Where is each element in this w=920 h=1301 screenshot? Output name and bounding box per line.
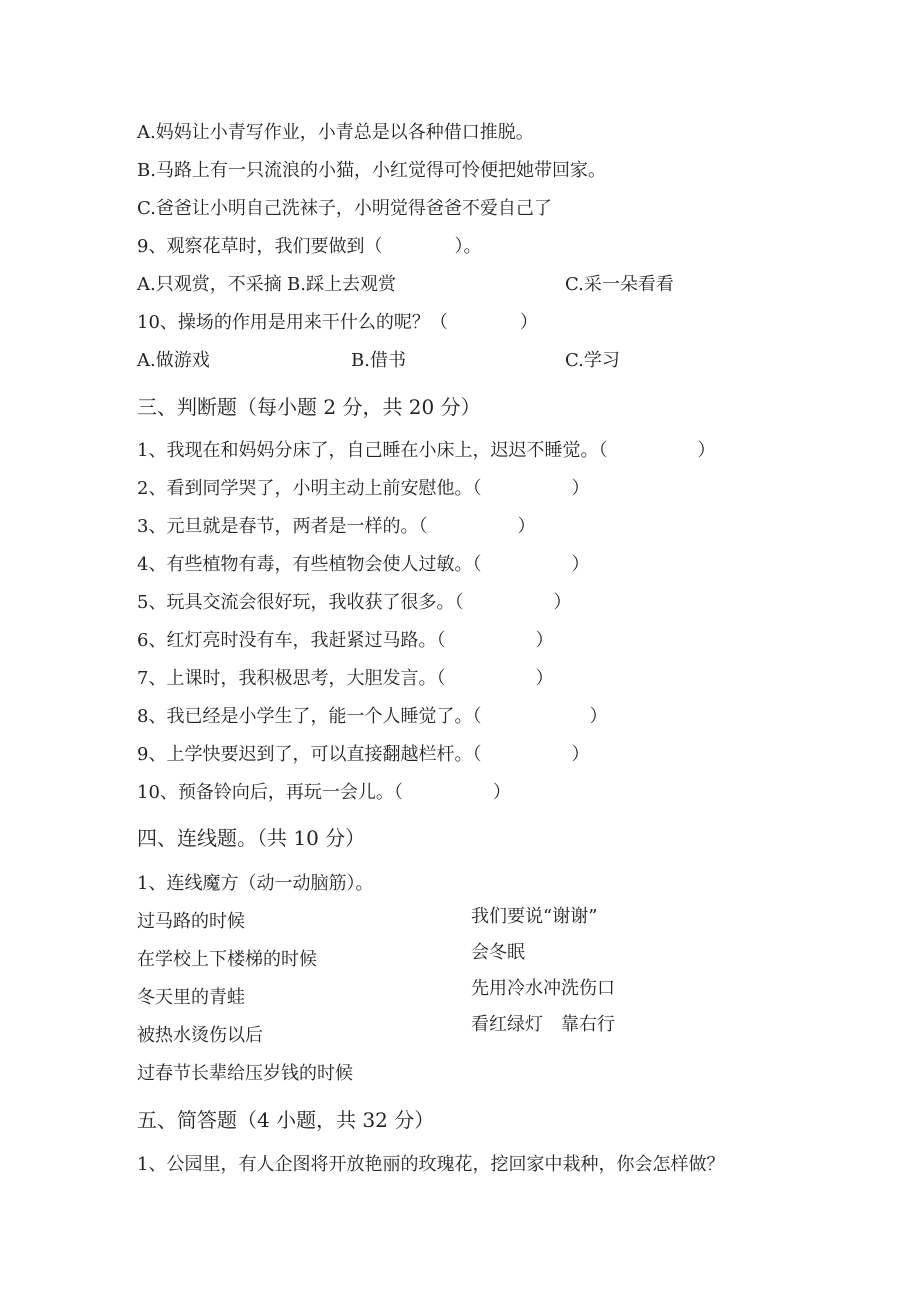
judge-item-7: 7、上课时，我积极思考，大胆发言。（ ） bbox=[137, 668, 554, 689]
judge-item-2: 2、看到同学哭了，小明主动上前安慰他。（ ） bbox=[137, 478, 590, 499]
judge-item-6: 6、红灯亮时没有车，我赶紧过马路。（ ） bbox=[137, 630, 554, 651]
q8-option-b: B.马路上有一只流浪的小猫，小红觉得可怜便把她带回家。 bbox=[137, 160, 606, 181]
short-answer-q1: 1、公园里，有人企图将开放艳丽的玫瑰花，挖回家中栽种，你会怎样做？ bbox=[137, 1154, 725, 1175]
q9-stem: 9、观察花草时，我们要做到（ ）。 bbox=[137, 236, 482, 257]
q8-option-c: C.爸爸让小明自己洗袜子，小明觉得爸爸不爱自己了 bbox=[137, 198, 552, 219]
matching-left-2: 在学校上下楼梯的时候 bbox=[137, 949, 317, 970]
matching-left-1: 过马路的时候 bbox=[137, 911, 245, 932]
judge-item-4: 4、有些植物有毒，有些植物会使人过敏。（ ） bbox=[137, 554, 590, 575]
matching-left-5: 过春节长辈给压岁钱的时候 bbox=[137, 1063, 353, 1084]
matching-left-3: 冬天里的青蛙 bbox=[137, 987, 245, 1008]
matching-right-2: 会冬眠 bbox=[471, 942, 525, 963]
judge-item-9: 9、上学快要迟到了，可以直接翻越栏杆。（ ） bbox=[137, 744, 590, 765]
q9-option-c: C.采一朵看看 bbox=[565, 274, 674, 295]
judge-item-3: 3、元旦就是春节，两者是一样的。（ ） bbox=[137, 516, 536, 537]
judge-item-8: 8、我已经是小学生了，能一个人睡觉了。（ ） bbox=[137, 706, 608, 727]
section-5-heading: 五、简答题（4 小题，共 32 分） bbox=[137, 1108, 435, 1132]
q8-option-a: A.妈妈让小青写作业，小青总是以各种借口推脱。 bbox=[137, 122, 534, 143]
q9-option-a: A.只观赏，不采摘 bbox=[137, 274, 282, 295]
matching-right-4: 看红绿灯 靠右行 bbox=[471, 1014, 615, 1035]
section-4-heading: 四、连线题。（共 10 分） bbox=[137, 826, 366, 850]
q9-option-b: B.踩上去观赏 bbox=[287, 274, 396, 295]
matching-question: 1、连线魔方（动一动脑筋）。 bbox=[137, 873, 374, 894]
matching-left-4: 被热水烫伤以后 bbox=[137, 1025, 263, 1046]
q10-stem: 10、操场的作用是用来干什么的呢？（ ） bbox=[137, 312, 538, 333]
section-3-heading: 三、判断题（每小题 2 分，共 20 分） bbox=[137, 395, 481, 419]
matching-right-3: 先用冷水冲洗伤口 bbox=[471, 978, 615, 999]
q10-option-c: C.学习 bbox=[565, 350, 620, 371]
judge-item-1: 1、我现在和妈妈分床了，自己睡在小床上，迟迟不睡觉。（ ） bbox=[137, 440, 716, 461]
matching-right-1: 我们要说“谢谢” bbox=[471, 906, 598, 927]
q10-option-b: B.借书 bbox=[351, 350, 406, 371]
judge-item-10: 10、预备铃向后，再玩一会儿。（ ） bbox=[137, 782, 511, 803]
q10-option-a: A.做游戏 bbox=[137, 350, 210, 371]
judge-item-5: 5、玩具交流会很好玩，我收获了很多。（ ） bbox=[137, 592, 572, 613]
